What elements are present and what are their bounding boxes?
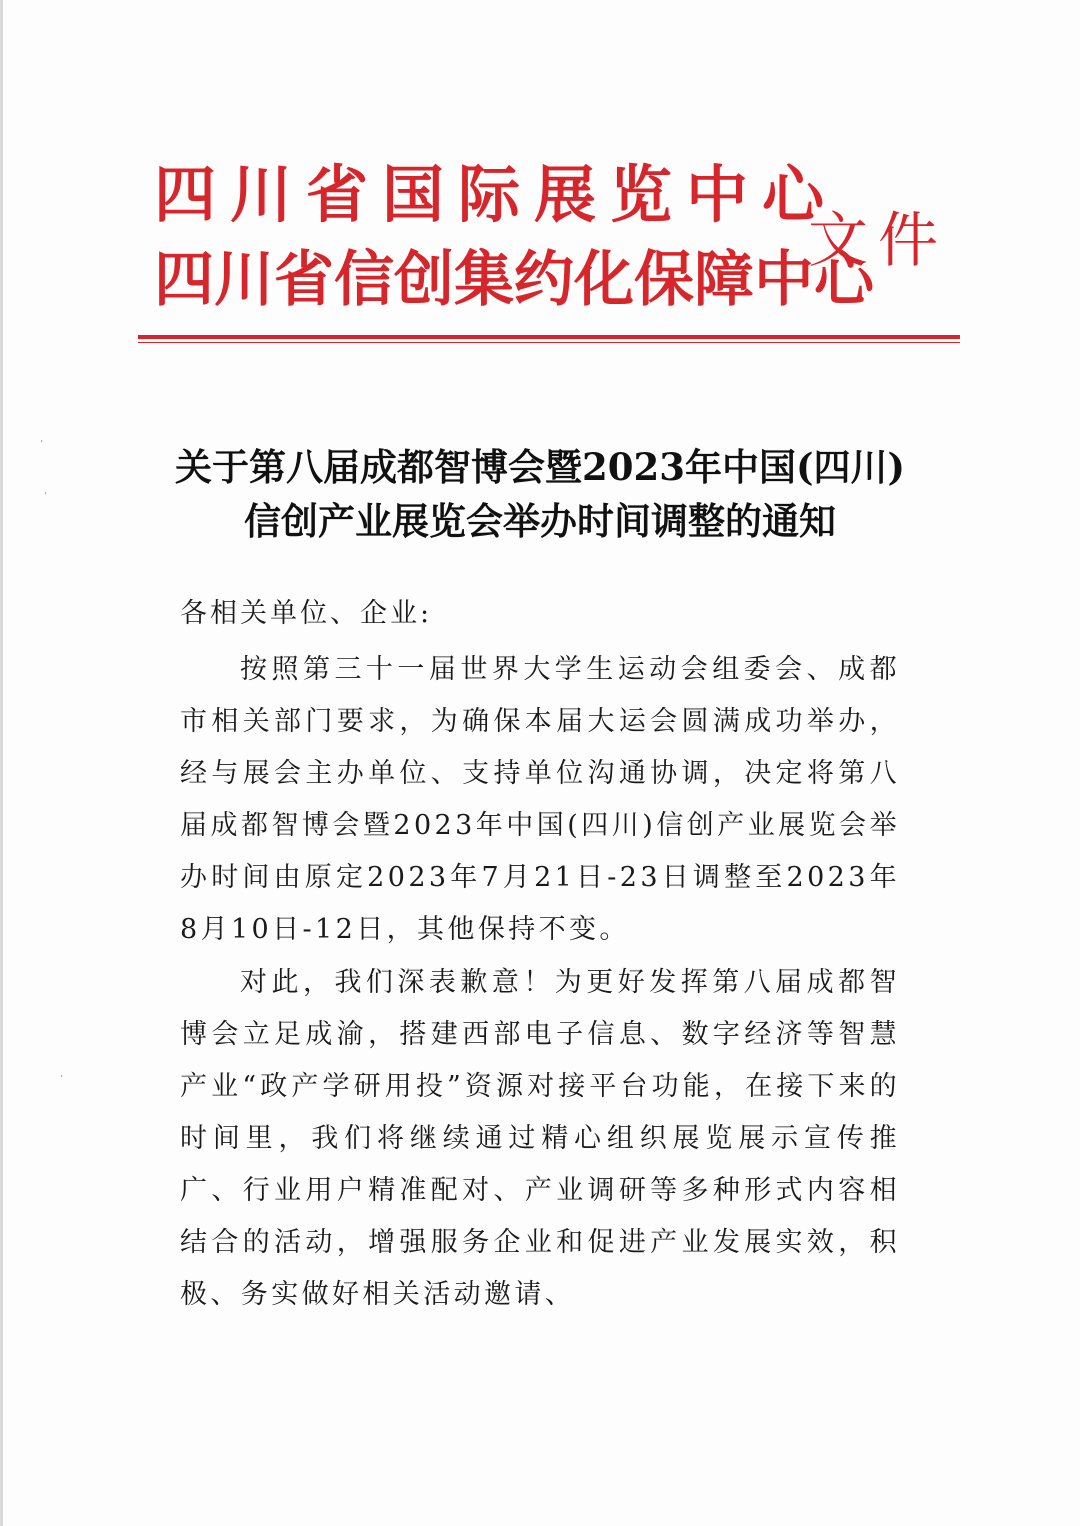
scan-speck: ’ [60, 1074, 64, 1085]
notice-title-line-1: 关于第八届成都智博会暨2023年中国(四川) [175, 445, 905, 489]
letterhead-divider [138, 335, 960, 339]
notice-title-line-2: 信创产业展览会举办时间调整的通知 [244, 499, 836, 543]
body-paragraph-1: 按照第三十一届世界大学生运动会组委会、成都市相关部门要求，为确保本届大运会圆满成功举办，经与展会主办单位、支持单位沟通协调，决定将第八届成都智博会暨2023年中国(四川)信创产业展览会举办时间由原定2023年7月21日-23日调整至2023年8月10日-12日，其他保持不变。 [180, 654, 900, 945]
issuing-org-2: 四川省信创集约化保障中心 [154, 245, 874, 315]
letterhead [0, 0, 1080, 360]
letterhead-divider-thin [138, 342, 960, 343]
scan-speck: ’ [44, 491, 48, 502]
issuing-org-1: 四川省国际展览中心 [154, 158, 839, 231]
salutation: 各相关单位、企业: [180, 598, 433, 629]
document-type-label: 文件 [808, 206, 948, 276]
scan-speck: ’ [40, 439, 44, 450]
body-paragraph-2: 对此，我们深表歉意！为更好发挥第八届成都智博会立足成渝，搭建西部电子信息、数字经济等智慧产业“政产学研用投”资源对接平台功能，在接下来的时间里，我们将继续通过精心组织展览展示宣传推广、行业用户精准配对、产业调研等多种形式内容相结合的活动，增强服务企业和促进产业发展实效，积极、务实做好相关活动邀请、 [180, 967, 900, 1310]
